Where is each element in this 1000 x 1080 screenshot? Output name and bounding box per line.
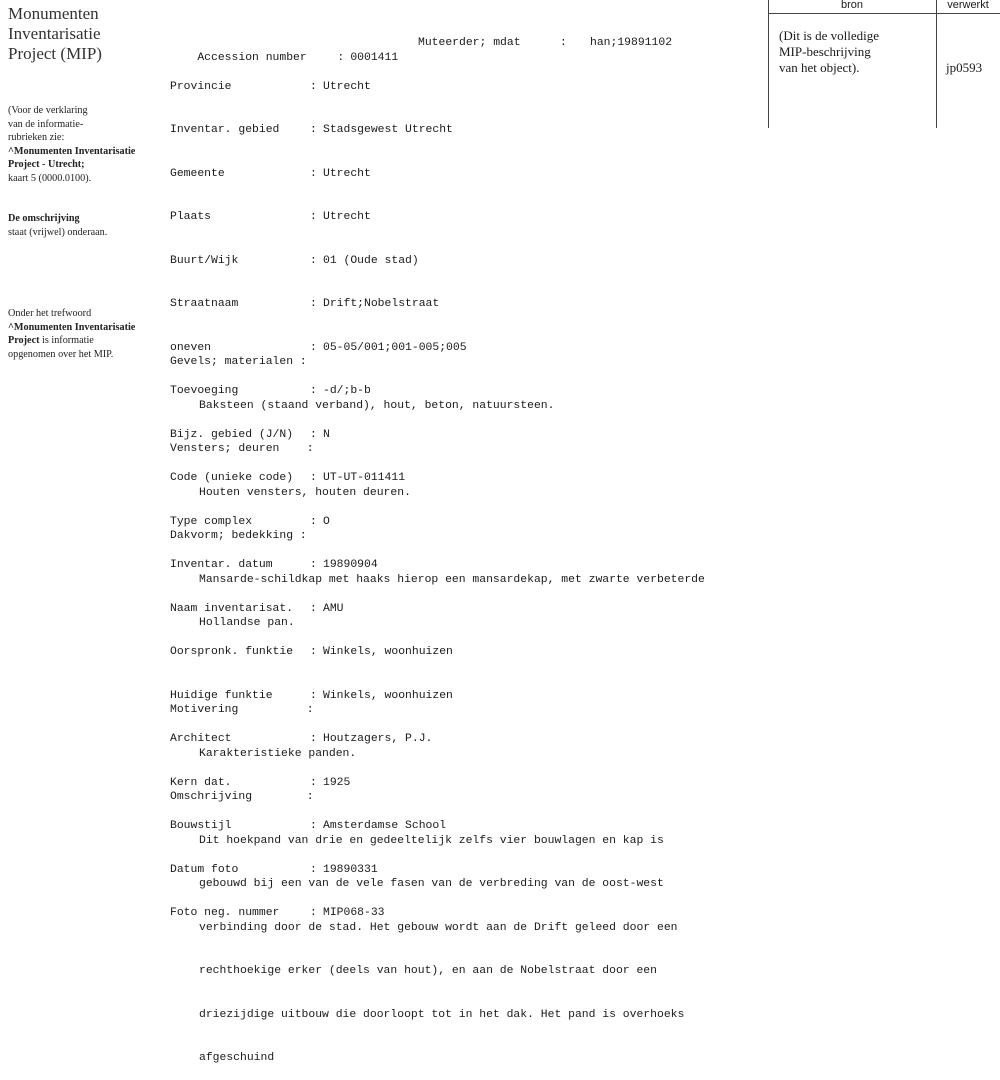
source-line: MIP-beschrijving	[779, 44, 871, 59]
field-row	[170, 167, 467, 182]
column-header-bron: bron	[840, 0, 864, 11]
field-colon: :	[310, 907, 317, 919]
note-line: Onder het trefwoord	[8, 308, 92, 319]
field-colon: :	[310, 515, 317, 528]
field-label: Code (unieke code)	[170, 472, 294, 484]
table-rule	[768, 13, 1000, 14]
omschrijving-line: verbinding door de stad. Het gebouw wordt aan de Drift geleed door een	[199, 921, 678, 934]
field-label: oneven	[170, 341, 212, 354]
omschrijving-line: gebouwd bij een van de vele fasen van de verbreding van de oost-west	[199, 878, 664, 890]
field-value: 19890904	[323, 559, 378, 571]
field-row	[170, 36, 673, 64]
field-row	[170, 123, 467, 138]
source-table	[768, 0, 1000, 128]
field-colon: :	[310, 863, 317, 876]
gevels-heading: Gevels; materialen :	[170, 356, 307, 368]
field-value: N	[323, 428, 330, 441]
description-note	[8, 212, 156, 239]
field-value: Houtzagers, P.J.	[323, 733, 433, 745]
omschrijving-heading: Omschrijving :	[170, 791, 314, 803]
reference-link-text: ^Monumenten Inventarisatie	[8, 321, 136, 333]
muteerder-value: han;19891102	[590, 37, 673, 49]
field-colon: :	[337, 51, 345, 64]
field-label: Oorspronk. funktie	[170, 646, 294, 658]
dakvorm-line: Mansarde-schildkap met haaks hierop een mansardekap, met zwarte verbeterde	[199, 573, 705, 586]
field-label: Straatnaam	[170, 298, 239, 310]
explanation-note	[8, 104, 156, 185]
field-colon: :	[310, 298, 317, 310]
keyword-note	[8, 307, 156, 361]
field-value: Amsterdamse School	[323, 820, 447, 832]
omschrijving-line: driezijdige uitbouw die doorloopt tot in het dak. Het pand is overhoeks	[199, 1008, 685, 1021]
omschrijving-line: afgeschuind	[199, 1052, 275, 1064]
field-value: AMU	[323, 602, 344, 615]
field-value: 0001411	[350, 51, 399, 64]
field-colon: :	[310, 341, 317, 354]
field-label: Inventar. datum	[170, 559, 273, 571]
note-bold-line	[8, 158, 156, 172]
field-value: Drift;Nobelstraat	[323, 298, 440, 310]
title-line: Inventarisatie	[8, 24, 101, 43]
source-line: van het object).	[779, 60, 860, 75]
note-line: kaart 5 (0000.0100).	[8, 172, 92, 184]
field-colon: :	[310, 646, 317, 658]
field-label: Kern dat.	[170, 776, 232, 789]
description-section	[170, 326, 705, 1080]
field-label: Toevoeging	[170, 385, 239, 397]
omschrijving-line: rechthoekige erker (deels van hout), en aan de Nobelstraat door een	[199, 965, 657, 977]
field-label: Architect	[170, 733, 232, 745]
note-mixed-line	[8, 334, 156, 348]
field-colon: :	[310, 733, 317, 745]
field-value: 19890331	[323, 863, 378, 876]
muteerder-label: Muteerder; mdat	[418, 37, 521, 49]
field-colon: :	[310, 385, 317, 397]
processed-code: jp0593	[946, 60, 983, 75]
field-colon: :	[310, 689, 317, 702]
table-rule	[768, 0, 769, 128]
field-colon: :	[310, 820, 317, 832]
field-label: Buurt/Wijk	[170, 254, 239, 267]
note-line: opgenomen over het MIP.	[8, 348, 114, 360]
field-value: MIP068-33	[323, 907, 385, 919]
source-description	[779, 28, 929, 76]
field-label: Inventar. gebied	[170, 124, 280, 136]
motivering-heading: Motivering :	[170, 704, 314, 716]
note-line: (Voor de verklaring	[8, 105, 88, 116]
field-colon: :	[310, 559, 317, 571]
field-colon: :	[310, 80, 317, 93]
dakvorm-heading: Dakvorm; bedekking :	[170, 530, 307, 542]
title-line: Project (MIP)	[8, 44, 102, 63]
field-label: Datum foto	[170, 863, 239, 876]
field-value: Utrecht	[323, 211, 371, 223]
reference-link-text: Project	[8, 335, 40, 346]
field-label: Huidige funktie	[170, 689, 273, 702]
title-line: Monumenten	[8, 4, 99, 23]
field-label: Plaats	[170, 211, 212, 223]
field-row	[170, 210, 467, 225]
reference-link-text: Project - Utrecht;	[8, 159, 85, 170]
note-line: is informatie	[39, 335, 94, 346]
field-value: 1925	[323, 776, 351, 789]
source-line: (Dit is de volledige	[779, 28, 880, 43]
note-bold-line	[8, 145, 156, 159]
motivering-text: Karakteristieke panden.	[199, 747, 357, 760]
field-label: Naam inventarisat.	[170, 602, 294, 615]
reference-link-text: ^Monumenten Inventarisatie	[8, 145, 136, 157]
omschrijving-line: Dit hoekpand van drie en gedeeltelijk zelfs vier bouwlagen en kap is	[199, 834, 664, 847]
field-colon: :	[310, 472, 317, 484]
field-value: Winkels, woonhuizen	[323, 646, 453, 658]
field-colon: :	[310, 211, 317, 223]
document-title	[8, 4, 158, 64]
field-colon: :	[310, 254, 317, 267]
vensters-text: Houten vensters, houten deuren.	[199, 486, 411, 499]
spacer	[170, 660, 705, 675]
field-colon: :	[310, 167, 317, 180]
note-bold-line	[8, 212, 156, 226]
field-colon: :	[310, 776, 317, 789]
field-row	[170, 297, 467, 312]
field-colon: :	[310, 602, 317, 615]
field-label: Type complex	[170, 515, 253, 528]
field-value: Winkels, woonhuizen	[323, 689, 453, 702]
field-label: Bouwstijl	[170, 820, 232, 832]
note-bold-line	[8, 321, 156, 335]
field-colon: :	[310, 124, 317, 136]
column-header-verwerkt: verwerkt	[947, 0, 989, 11]
field-label: Bijz. gebied (J/N)	[170, 428, 294, 441]
muteerder-colon: :	[560, 37, 567, 49]
table-rule	[936, 0, 937, 128]
field-value: -d/;b-b	[323, 385, 371, 397]
field-label: Foto neg. nummer	[170, 907, 280, 919]
note-line: staat (vrijwel) onderaan.	[8, 226, 108, 238]
field-value: UT-UT-011411	[323, 472, 406, 484]
field-value: O	[323, 515, 330, 528]
note-emphasis: De omschrijving	[8, 213, 80, 224]
dakvorm-line: Hollandse pan.	[199, 617, 295, 629]
note-line: rubrieken zie:	[8, 132, 65, 143]
field-value: 01 (Oude stad)	[323, 254, 419, 267]
field-value: Stadsgewest Utrecht	[323, 124, 453, 136]
vensters-heading: Vensters; deuren :	[170, 443, 314, 455]
field-value: Utrecht	[323, 80, 371, 93]
gevels-text: Baksteen (staand verband), hout, beton, natuursteen.	[199, 399, 555, 412]
field-label: Accession number	[197, 51, 307, 64]
field-row	[170, 80, 467, 95]
field-row	[170, 254, 467, 269]
field-value: 05-05/001;001-005;005	[323, 341, 467, 354]
field-colon: :	[310, 428, 317, 441]
field-value: Utrecht	[323, 167, 371, 180]
field-label: Provincie	[170, 80, 232, 93]
note-line: van de informatie-	[8, 118, 84, 130]
field-label: Gemeente	[170, 167, 225, 180]
